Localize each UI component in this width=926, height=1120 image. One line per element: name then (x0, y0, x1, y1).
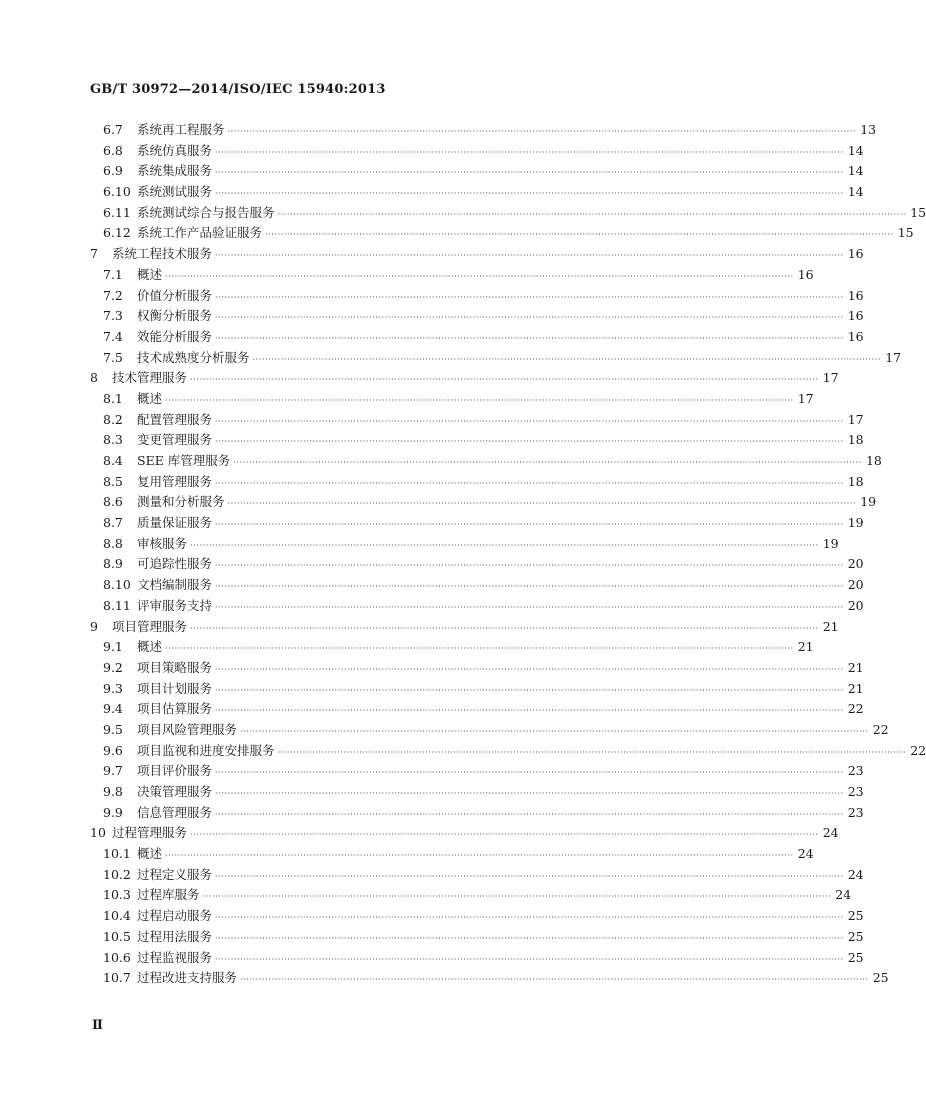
toc-entry-title: 概述 (137, 639, 163, 655)
toc-entry-number: 9.9 (103, 804, 123, 820)
toc-entry-number: 6.8 (103, 142, 123, 158)
toc-entry-page: 23 (847, 763, 864, 779)
toc-entry-title: 概述 (137, 846, 163, 862)
toc-entry-title: 可追踪性服务 (137, 556, 213, 572)
toc-entry-title: 复用管理服务 (137, 473, 213, 489)
toc-entry-page: 21 (847, 659, 864, 675)
toc-section-entry[interactable] (90, 513, 864, 534)
toc-entry-number: 10.5 (103, 928, 131, 944)
toc-entry-number: 7.1 (103, 266, 123, 282)
toc-entry-title: 效能分析服务 (137, 328, 213, 344)
toc-entry-number: 10.6 (103, 949, 131, 965)
toc-entry-title: 项目风险管理服务 (137, 721, 238, 737)
toc-leader-dots: ········································································································································································································ (215, 168, 844, 178)
toc-entry-page: 16 (847, 308, 864, 324)
toc-leader-dots: ········································································································································································································ (215, 789, 844, 798)
toc-section-entry[interactable] (90, 658, 864, 679)
toc-entry-number: 6.7 (103, 122, 123, 137)
toc-entry-page: 17 (885, 349, 902, 365)
toc-leader-dots: ········································································································································································································ (215, 313, 844, 323)
toc-leader-dots: ········································································································································································································ (277, 209, 907, 219)
toc-entry-number: 9.8 (103, 784, 123, 799)
toc-entry-number: 9.3 (103, 680, 123, 696)
table-of-contents (90, 120, 926, 989)
toc-entry-title: 概述 (137, 266, 163, 282)
toc-entry-title: 项目评价服务 (137, 763, 213, 779)
toc-leader-dots: ········································································································································································································ (215, 706, 844, 716)
toc-section-entry[interactable] (90, 430, 864, 451)
toc-section-entry[interactable] (90, 554, 864, 575)
toc-entry-page: 19 (860, 494, 877, 510)
toc-entry-title: 项目估算服务 (137, 701, 213, 717)
toc-entry-title: 过程启动服务 (137, 908, 213, 924)
toc-entry-title: 文档编制服务 (137, 577, 213, 593)
toc-section-entry[interactable] (90, 948, 864, 969)
toc-entry-page: 22 (910, 742, 926, 758)
toc-entry-number: 9.1 (103, 639, 123, 655)
toc-entry-page: 17 (822, 370, 839, 386)
toc-section-entry[interactable] (90, 492, 877, 513)
toc-entry-page: 24 (797, 846, 814, 862)
toc-entry-title: 系统仿真服务 (137, 142, 213, 158)
toc-entry-page: 25 (872, 970, 889, 986)
toc-entry-title: 过程定义服务 (137, 866, 213, 882)
toc-entry-number: 8.2 (103, 411, 123, 427)
toc-entry-page: 21 (822, 618, 839, 634)
toc-section-entry[interactable] (90, 389, 814, 410)
toc-chapter-entry[interactable] (90, 823, 839, 844)
toc-leader-dots: ········································································································································································································ (165, 644, 794, 654)
toc-entry-number: 8.4 (103, 453, 123, 468)
toc-entry-page: 21 (797, 639, 814, 655)
toc-section-entry[interactable] (90, 761, 864, 782)
toc-leader-dots: ········································································································································································································ (190, 830, 819, 840)
toc-entry-page: 16 (847, 328, 864, 344)
toc-entry-page: 22 (847, 701, 864, 717)
toc-entry-number: 9.7 (103, 763, 123, 779)
toc-section-entry[interactable] (90, 161, 864, 182)
toc-section-entry[interactable] (90, 720, 889, 741)
toc-entry-page: 20 (847, 577, 864, 593)
toc-section-entry[interactable] (90, 348, 902, 369)
page-number-footer: Ⅱ (92, 1018, 103, 1033)
toc-leader-dots: ········································································································································································································ (215, 147, 844, 157)
toc-section-entry[interactable] (90, 637, 814, 658)
toc-section-entry[interactable] (90, 451, 882, 472)
toc-entry-page: 24 (822, 825, 839, 841)
toc-chapter-entry[interactable] (90, 368, 839, 389)
toc-entry-title: 过程改进支持服务 (137, 970, 238, 986)
toc-leader-dots: ········································································································································································································ (215, 954, 844, 964)
toc-entry-page: 17 (847, 411, 864, 427)
toc-section-entry[interactable] (90, 410, 864, 431)
toc-leader-dots: ········································································································································································································ (227, 499, 857, 509)
toc-leader-dots: ········································································································································································································ (215, 189, 844, 199)
toc-entry-title: 系统再工程服务 (137, 122, 225, 137)
toc-entry-number: 6.11 (103, 204, 131, 220)
toc-leader-dots: ········································································································································································································ (215, 292, 844, 302)
toc-leader-dots: ········································································································································································································ (190, 375, 819, 385)
toc-section-entry[interactable] (90, 223, 914, 244)
toc-entry-title: 项目管理服务 (112, 618, 188, 634)
toc-entry-page: 23 (847, 784, 864, 799)
toc-section-entry[interactable] (90, 120, 877, 141)
toc-entry-number: 9.5 (103, 721, 123, 737)
toc-entry-title: 系统工程技术服务 (112, 246, 213, 262)
toc-entry-page: 14 (847, 142, 864, 158)
toc-entry-title: 变更管理服务 (137, 432, 213, 448)
toc-section-entry[interactable] (90, 885, 852, 906)
toc-entry-title: 项目监视和进度安排服务 (137, 742, 275, 758)
toc-leader-dots: ········································································································································································································ (215, 933, 844, 943)
toc-leader-dots: ········································································································································································································ (215, 582, 844, 592)
toc-entry-page: 14 (847, 184, 864, 200)
toc-section-entry[interactable] (90, 182, 864, 203)
toc-entry-number: 8.6 (103, 494, 123, 510)
toc-entry-title: 技术管理服务 (112, 370, 188, 386)
toc-leader-dots: ········································································································································································································ (190, 623, 819, 633)
toc-entry-page: 24 (847, 866, 864, 882)
toc-section-entry[interactable] (90, 306, 864, 327)
toc-entry-number: 10.3 (103, 887, 131, 903)
toc-entry-number: 9.4 (103, 701, 123, 717)
toc-entry-page: 19 (847, 515, 864, 531)
toc-leader-dots: ········································································································································································································ (215, 685, 844, 695)
toc-section-entry[interactable] (90, 596, 864, 617)
toc-entry-title: 配置管理服务 (137, 411, 213, 427)
toc-section-entry[interactable] (90, 203, 926, 224)
toc-entry-page: 20 (847, 556, 864, 572)
toc-entry-title: 系统工作产品验证服务 (137, 225, 263, 241)
toc-leader-dots: ········································································································································································································ (215, 913, 844, 923)
toc-entry-title: 价值分析服务 (137, 287, 213, 303)
toc-chapter-entry[interactable] (90, 617, 839, 638)
toc-entry-number: 7.3 (103, 308, 123, 324)
toc-entry-page: 18 (847, 432, 864, 448)
toc-entry-number: 7 (90, 246, 98, 262)
toc-section-entry[interactable] (90, 286, 864, 307)
toc-section-entry[interactable] (90, 865, 864, 886)
document-header: GB/T 30972—2014/ISO/IEC 15940:2013 (90, 82, 386, 97)
toc-section-entry[interactable] (90, 844, 814, 865)
toc-leader-dots: ········································································································································································································ (190, 540, 819, 550)
toc-section-entry[interactable] (90, 575, 864, 596)
toc-entry-title: 过程管理服务 (112, 825, 188, 841)
toc-entry-number: 8.8 (103, 535, 123, 551)
toc-leader-dots: ········································································································································································································ (215, 561, 844, 571)
toc-entry-title: 审核服务 (137, 535, 188, 551)
toc-entry-page: 13 (860, 122, 877, 137)
toc-leader-dots: ········································································································································································································ (233, 458, 862, 467)
toc-leader-dots: ········································································································································································································ (202, 892, 832, 902)
toc-entry-page: 18 (847, 473, 864, 489)
toc-entry-page: 15 (897, 225, 914, 241)
toc-entry-page: 23 (847, 804, 864, 820)
toc-entry-title: 技术成熟度分析服务 (137, 349, 250, 365)
toc-leader-dots: ········································································································································································································ (215, 871, 844, 881)
toc-entry-number: 8.1 (103, 390, 123, 406)
toc-entry-title: 测量和分析服务 (137, 494, 225, 510)
toc-leader-dots: ········································································································································································································ (165, 851, 794, 861)
toc-leader-dots: ········································································································································································································ (215, 602, 844, 612)
toc-entry-number: 10.7 (103, 970, 131, 986)
toc-entry-number: 6.10 (103, 184, 131, 200)
toc-section-entry[interactable] (90, 803, 864, 824)
toc-entry-page: 21 (847, 680, 864, 696)
toc-entry-title: 过程用法服务 (137, 928, 213, 944)
toc-leader-dots: ········································································································································································································ (215, 768, 844, 778)
toc-entry-page: 15 (910, 204, 926, 220)
toc-entry-page: 19 (822, 535, 839, 551)
toc-leader-dots: ········································································································································································································ (215, 437, 844, 447)
toc-entry-page: 25 (847, 949, 864, 965)
toc-leader-dots: ········································································································································································································ (215, 809, 844, 819)
toc-leader-dots: ········································································································································································································ (215, 664, 844, 674)
toc-entry-title: 决策管理服务 (137, 784, 213, 799)
toc-entry-page: 16 (847, 287, 864, 303)
toc-entry-title: 评审服务支持 (137, 597, 213, 613)
toc-leader-dots: ········································································································································································································ (215, 251, 844, 261)
toc-entry-page: 20 (847, 597, 864, 613)
toc-section-entry[interactable] (90, 679, 864, 700)
toc-section-entry[interactable] (90, 472, 864, 493)
toc-section-entry[interactable] (90, 327, 864, 348)
toc-entry-number: 9 (90, 618, 98, 634)
toc-entry-number: 10.4 (103, 908, 131, 924)
toc-leader-dots: ········································································································································································································ (165, 271, 794, 281)
toc-leader-dots: ········································································································································································································ (227, 127, 857, 136)
toc-entry-number: 9.6 (103, 742, 123, 758)
toc-entry-number: 8.10 (103, 577, 131, 593)
toc-entry-number: 10 (90, 825, 106, 841)
toc-section-entry[interactable] (90, 782, 864, 803)
toc-entry-page: 22 (872, 721, 889, 737)
toc-entry-title: SEE 库管理服务 (137, 453, 231, 468)
toc-entry-title: 系统测试服务 (137, 184, 213, 200)
toc-entry-number: 10.1 (103, 846, 131, 862)
toc-entry-number: 10.2 (103, 866, 131, 882)
toc-entry-page: 17 (797, 390, 814, 406)
toc-entry-title: 质量保证服务 (137, 515, 213, 531)
toc-entry-number: 7.5 (103, 349, 123, 365)
toc-leader-dots: ········································································································································································································ (215, 478, 844, 488)
toc-entry-title: 过程监视服务 (137, 949, 213, 965)
toc-leader-dots: ········································································································································································································ (215, 520, 844, 530)
toc-section-entry[interactable] (90, 906, 864, 927)
toc-chapter-entry[interactable] (90, 244, 864, 265)
toc-entry-number: 9.2 (103, 659, 123, 675)
toc-leader-dots: ········································································································································································································ (265, 230, 894, 240)
toc-leader-dots: ········································································································································································································ (240, 975, 869, 985)
toc-leader-dots: ········································································································································································································ (240, 726, 869, 736)
toc-section-entry[interactable] (90, 741, 926, 762)
toc-section-entry[interactable] (90, 927, 864, 948)
toc-entry-number: 6.9 (103, 163, 123, 179)
toc-entry-title: 项目策略服务 (137, 659, 213, 675)
toc-entry-number: 8.11 (103, 597, 131, 613)
toc-entry-page: 14 (847, 163, 864, 179)
toc-entry-title: 系统集成服务 (137, 163, 213, 179)
toc-leader-dots: ········································································································································································································ (165, 395, 794, 405)
toc-entry-page: 24 (835, 887, 852, 903)
toc-section-entry[interactable] (90, 265, 814, 286)
toc-entry-title: 信息管理服务 (137, 804, 213, 820)
toc-section-entry[interactable] (90, 141, 864, 162)
toc-section-entry[interactable] (90, 968, 889, 989)
toc-leader-dots: ········································································································································································································ (277, 747, 907, 757)
toc-entry-number: 6.12 (103, 225, 131, 241)
toc-entry-title: 项目计划服务 (137, 680, 213, 696)
toc-entry-page: 16 (847, 246, 864, 262)
toc-entry-page: 18 (865, 453, 882, 468)
toc-entry-page: 25 (847, 908, 864, 924)
toc-entry-number: 8.7 (103, 515, 123, 531)
toc-leader-dots: ········································································································································································································ (215, 416, 844, 426)
toc-entry-number: 8.3 (103, 432, 123, 448)
toc-entry-number: 7.2 (103, 287, 123, 303)
toc-entry-page: 25 (847, 928, 864, 944)
toc-entry-number: 8.9 (103, 556, 123, 572)
toc-entry-title: 权衡分析服务 (137, 308, 213, 324)
toc-entry-number: 8 (90, 370, 98, 386)
toc-entry-number: 7.4 (103, 328, 123, 344)
toc-entry-title: 概述 (137, 390, 163, 406)
toc-section-entry[interactable] (90, 699, 864, 720)
toc-section-entry[interactable] (90, 534, 839, 555)
toc-entry-number: 8.5 (103, 473, 123, 489)
toc-leader-dots: ········································································································································································································ (215, 333, 844, 343)
toc-entry-title: 系统测试综合与报告服务 (137, 204, 275, 220)
toc-entry-title: 过程库服务 (137, 887, 200, 903)
toc-leader-dots: ········································································································································································································ (252, 354, 882, 364)
toc-entry-page: 16 (797, 266, 814, 282)
